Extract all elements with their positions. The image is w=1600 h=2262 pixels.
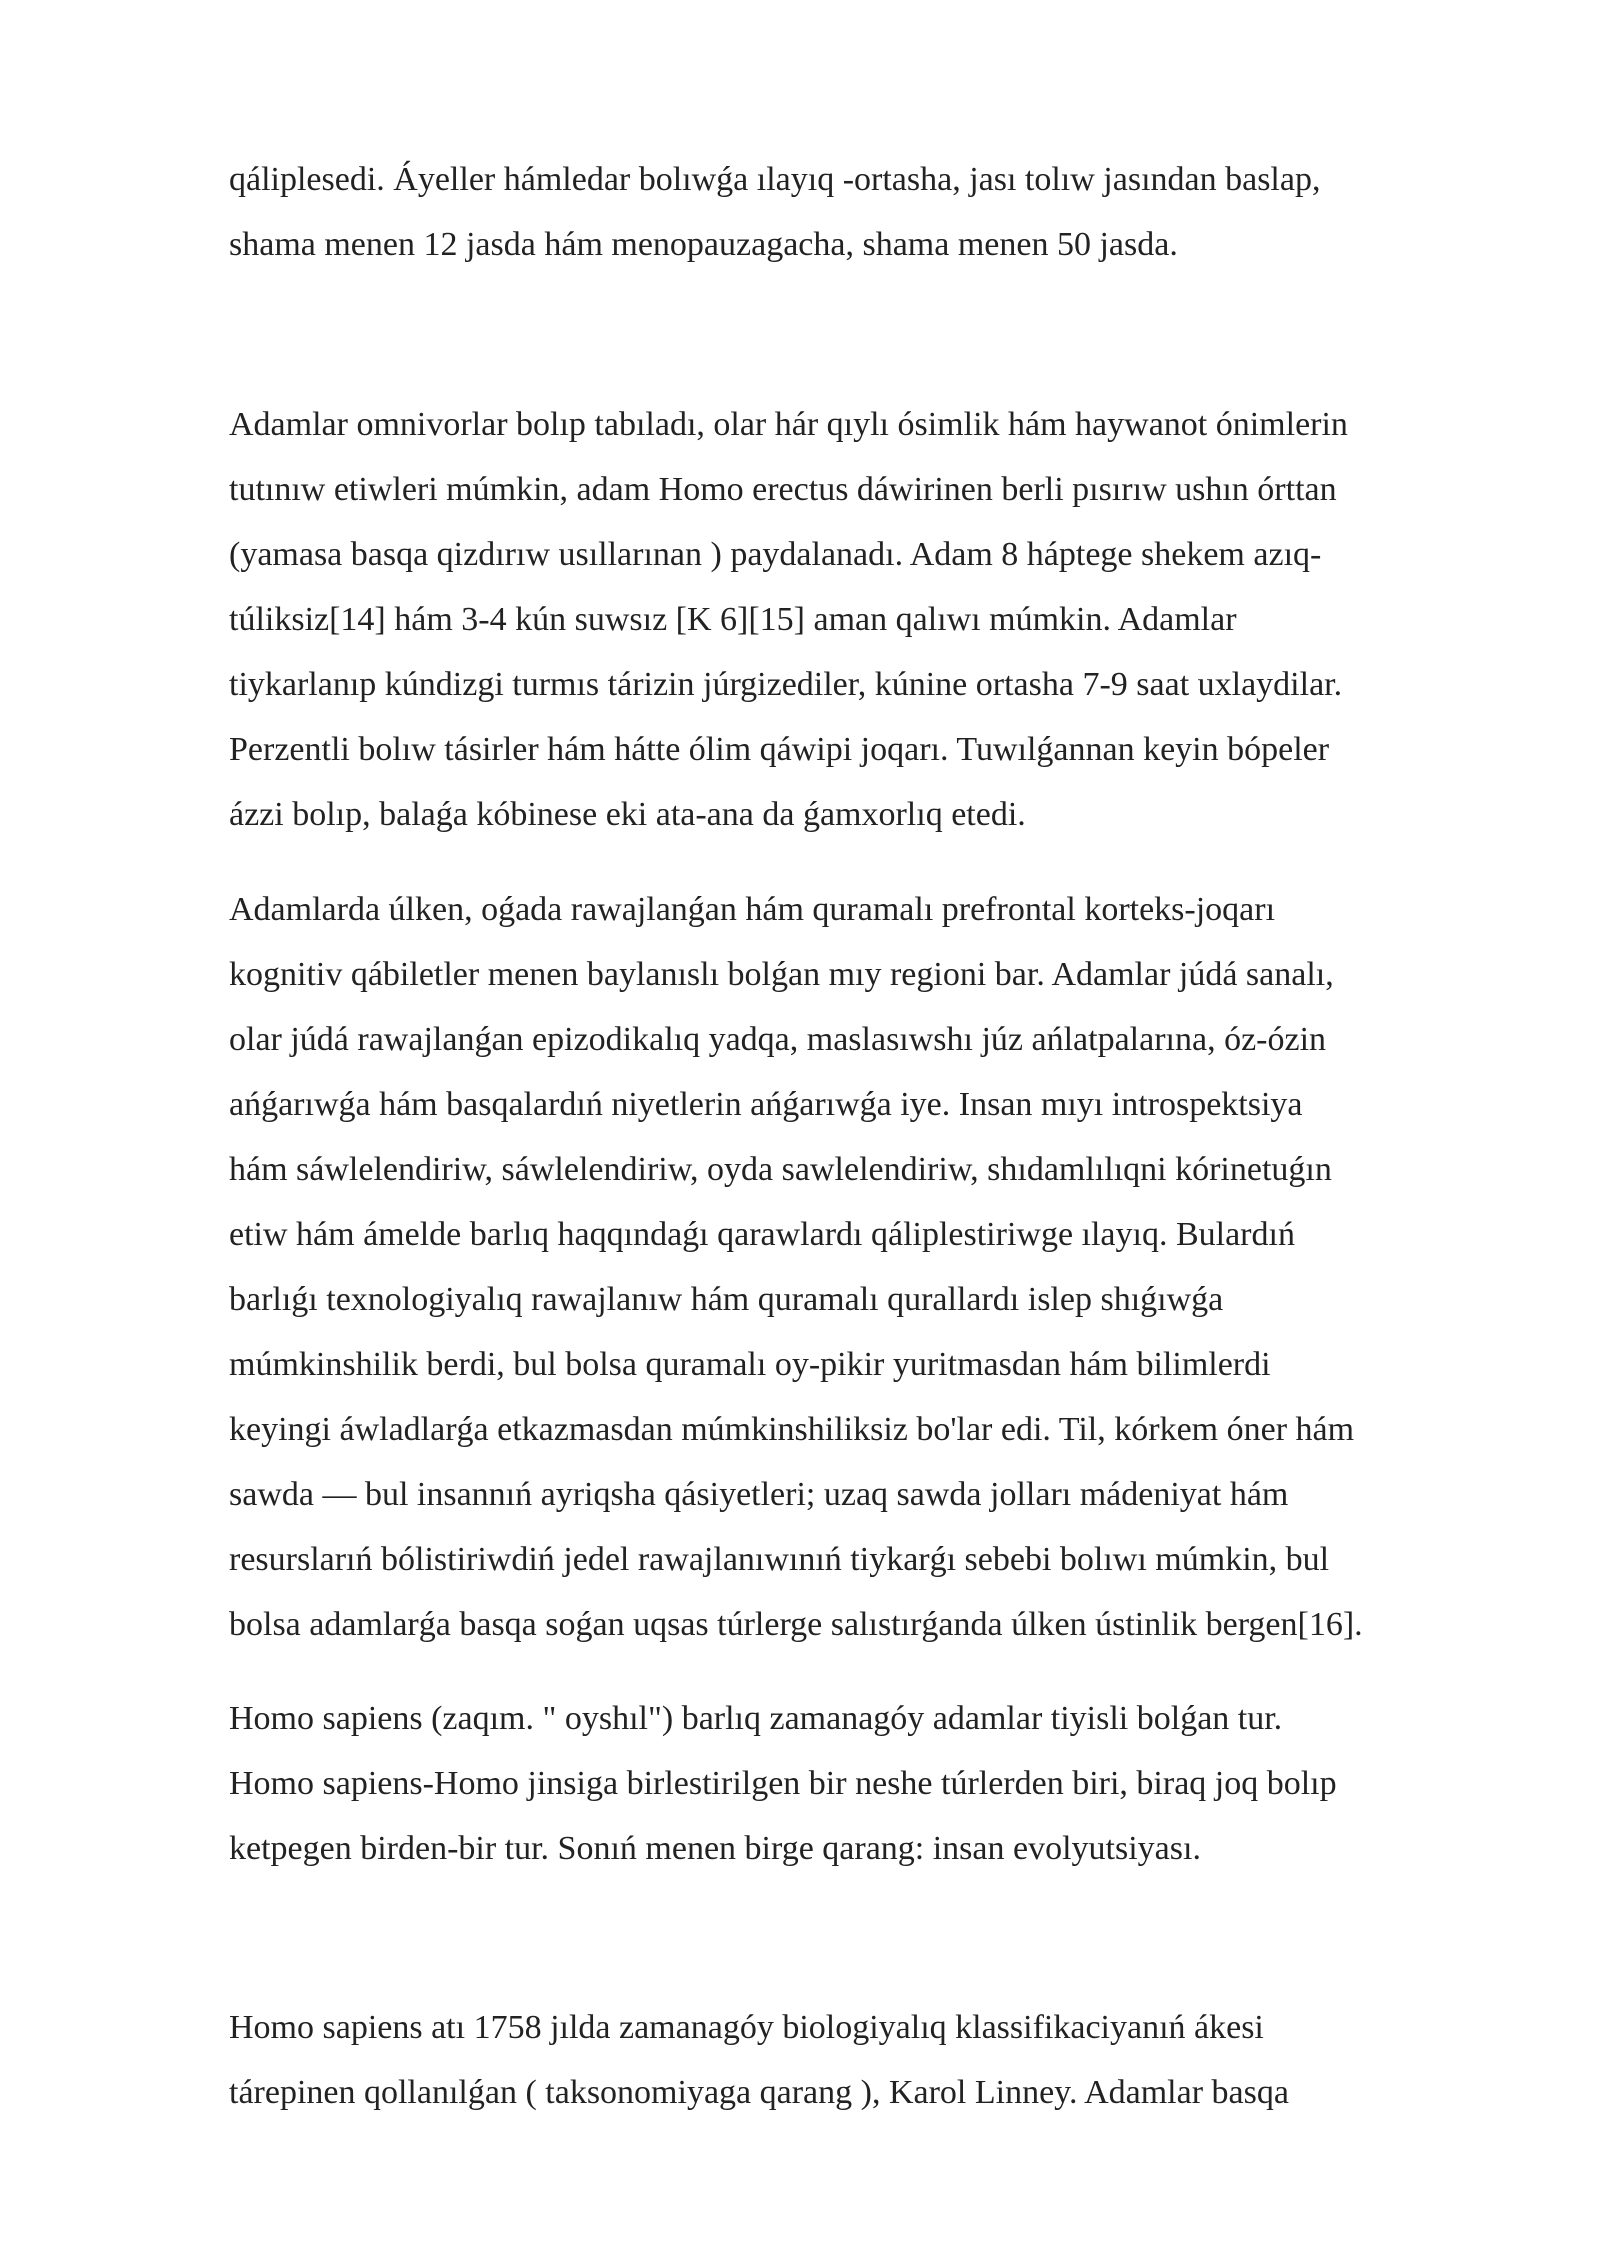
text-line: ázzi bolıp, balaǵa kóbinese eki ata-ana da ǵamxorlıq etedi. xyxy=(229,796,1026,833)
text-line: tárepinen qollanılǵan ( taksonomiyaga qarang ), Karol Linney. Adamlar basqa xyxy=(229,2074,1289,2111)
text-line: qáliplesedi. Áyeller hámledar bolıwǵa ılayıq -ortasha, jası tolıw jasından baslap, xyxy=(229,161,1321,198)
text-line: barlıǵı texnologiyalıq rawajlanıw hám quramalı qurallardı islep shıǵıwǵa xyxy=(229,1281,1224,1318)
text-line: Homo sapiens-Homo jinsiga birlestirilgen bir neshe túrlerden biri, biraq joq bolıp xyxy=(229,1765,1337,1802)
text-line: olar júdá rawajlanǵan epizodikalıq yadqa, maslasıwshı júz ańlatpalarına, óz-ózin xyxy=(229,1021,1327,1058)
text-line: sawda — bul insannıń ayriqsha qásiyetleri; uzaq sawda jolları mádeniyat hám xyxy=(229,1476,1289,1513)
text-line: ańǵarıwǵa hám basqalardıń niyetlerin ańǵarıwǵa iye. Insan mıyı introspektsiya xyxy=(229,1086,1303,1123)
paragraph-prefrontal-cortex xyxy=(229,877,1519,1657)
text-line: tutınıw etiwleri múmkin, adam Homo erectus dáwirinen berli pısırıw ushın órttan xyxy=(229,471,1337,508)
text-line: bolsa adamlarǵa basqa soǵan uqsas túrlerge salıstırǵanda úlken ústinlik bergen[16]. xyxy=(229,1606,1363,1643)
paragraph-linnaeus xyxy=(229,1995,1519,2125)
text-line: Homo sapiens atı 1758 jılda zamanagóy biologiyalıq klassifikaciyanıń ákesi xyxy=(229,2009,1264,2046)
text-line: keyingi áwladlarǵa etkazmasdan múmkinshiliksiz bo'lar edi. Til, kórkem óner hám xyxy=(229,1411,1355,1448)
text-line: Adamlarda úlken, oǵada rawajlanǵan hám quramalı prefrontal korteks-joqarı xyxy=(229,891,1276,928)
paragraph-menopause xyxy=(229,147,1519,277)
text-line: ketpegen birden-bir tur. Sonıń menen birge qarang: insan evolyutsiyası. xyxy=(229,1830,1201,1867)
text-line: túliksiz[14] hám 3-4 kún suwsız [K 6][15] aman qalıwı múmkin. Adamlar xyxy=(229,601,1237,638)
text-line: etiw hám ámelde barlıq haqqındaǵı qarawlardı qáliplestiriwge ılayıq. Bulardıń xyxy=(229,1216,1295,1253)
text-line: kognitiv qábiletler menen baylanıslı bolǵan mıy regioni bar. Adamlar júdá sanalı, xyxy=(229,956,1334,993)
text-line: Homo sapiens (zaqım. " oyshıl") barlıq zamanagóy adamlar tiyisli bolǵan tur. xyxy=(229,1700,1283,1737)
paragraph-homo-sapiens xyxy=(229,1686,1519,1881)
text-line: (yamasa basqa qizdırıw usıllarınan ) paydalanadı. Adam 8 háptege shekem azıq- xyxy=(229,536,1322,573)
text-line: hám sáwlelendiriw, sáwlelendiriw, oyda sawlelendiriw, shıdamlılıqni kórinetuǵın xyxy=(229,1151,1332,1188)
text-line: múmkinshilik berdi, bul bolsa quramalı oy-pikir yuritmasdan hám bilimlerdi xyxy=(229,1346,1271,1383)
text-line: shama menen 12 jasda hám menopauzagacha, shama menen 50 jasda. xyxy=(229,226,1178,263)
text-line: tiykarlanıp kúndizgi turmıs tárizin júrgizediler, kúnine ortasha 7-9 saat uxlaydilar. xyxy=(229,666,1343,703)
paragraph-omnivores xyxy=(229,392,1519,847)
text-line: Perzentli bolıw tásirler hám hátte ólim qáwipi joqarı. Tuwılǵannan keyin bópeler xyxy=(229,731,1330,768)
text-line: resurslarıń bólistiriwdiń jedel rawajlanıwınıń tiykarǵı sebebi bolıwı múmkin, bul xyxy=(229,1541,1330,1578)
text-line: Adamlar omnivorlar bolıp tabıladı, olar hár qıylı ósimlik hám haywanot ónimlerin xyxy=(229,406,1348,443)
